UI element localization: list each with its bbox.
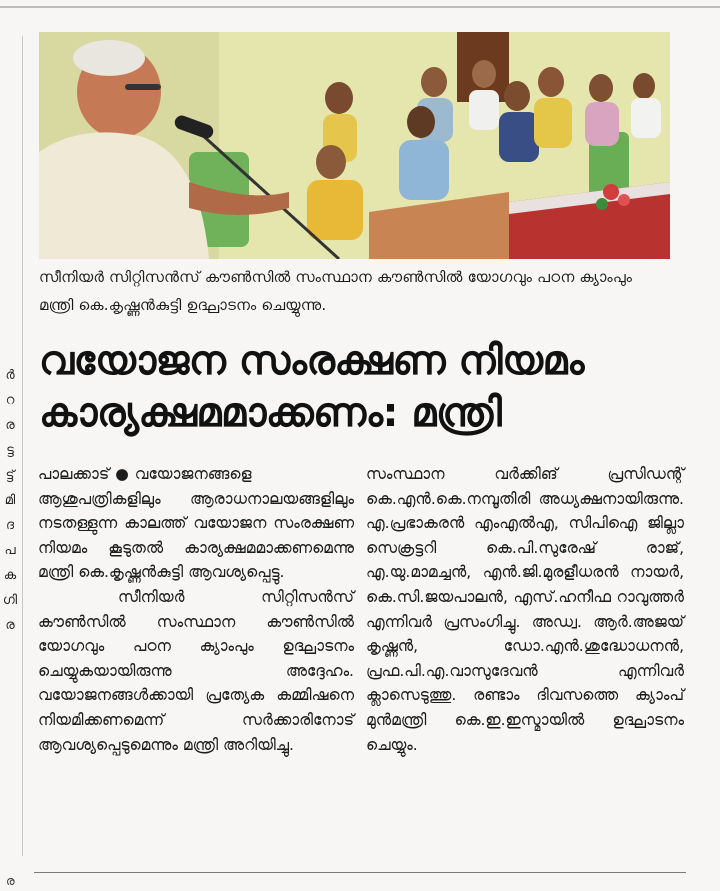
article-paragraph: സംസ്ഥാന വർക്കിങ് പ്രസിഡന്റ് കെ.എൻ.കെ.നമ്പൂതിരി അധ്യക്ഷനായിരുന്നു. എ.പ്രഭാകരൻ എംഎൽഎ, സിപിഐ ജില്ലാ സെക്രട്ടറി കെ.പി.സുരേഷ് രാജ്, എ.യു.മാമച്ചൻ, എൻ.ജി.മുരളീധരൻ നായർ, കെ.സി.ജയപാലൻ, എസ്.ഹനീഫ റാവുത്തർ എന്നിവർ പ്രസംഗിച്ചു. അഡ്വ. ആർ.അജയ് കൃഷ്ണൻ, ഡോ.എൻ.ശുദ്ധോധനൻ, പ്രഫ.പി.എ.വാസുദേവൻ എന്നിവർ ക്ലാസെടുത്തു. രണ്ടാം ദിവസത്തെ ക്യാംപ് മുൻമന്ത്രി കെ.ഇ.ഇസ്മായിൽ ഉദ്ഘാടനം ചെയ്യും.: [366, 465, 684, 754]
photo-illustration: [39, 32, 670, 259]
fragment-char: ർ: [5, 368, 15, 383]
fragment-char: റ: [5, 393, 15, 408]
fragment-char: ട്ട: [6, 443, 14, 458]
adjacent-column-fragment: [2, 364, 18, 637]
article-paragraph: സീനിയർ സിറ്റിസൻസ് കൗൺസിൽ സംസ്ഥാന കൗൺസിൽ യോഗവും പഠന ക്യാംപും ഉദ്ഘാടനം ചെയ്യുകയായിരുന്നു അദ്ദേഹം. വയോജനങ്ങൾക്കായി പ്രത്യേക കമ്മിഷനെ നിയമിക്കണമെന്ന് സർക്കാരിനോട് ആവശ്യപ്പെടുമെന്നും മന്ത്രി അറിയിച്ചു.: [38, 587, 354, 754]
photo-caption: സീനിയർ സിറ്റിസൻസ് കൗൺസിൽ സംസ്ഥാന കൗൺസിൽ യോഗവും പഠന ക്യാംപും മന്ത്രി കെ.കൃഷ്ണൻകുട്ടി ഉദ്ഘാടനം ചെയ്യുന്നു.: [39, 268, 633, 314]
fragment-char: ഗി: [2, 593, 18, 608]
article-paragraph: [38, 462, 354, 585]
fragment-char: ട്ട്: [5, 468, 15, 483]
fragment-char: പ: [4, 543, 16, 558]
fragment-char: ക: [3, 568, 17, 583]
fragment-char: മി: [4, 493, 16, 508]
fragment-char: ര: [5, 418, 15, 433]
dateline-bullet: ●: [115, 465, 129, 483]
column-divider: [22, 36, 23, 856]
article-column-1: [38, 462, 354, 757]
headline: വയോജന സംരക്ഷണ നിയമം കാര്യക്ഷമമാക്കണം: മന്ത്രി: [39, 338, 584, 436]
news-photo: [39, 32, 670, 259]
fragment-char: ര: [5, 618, 15, 633]
top-rule: [0, 6, 720, 8]
dateline: പാലക്കാട്: [38, 465, 110, 483]
fragment-char: ര: [6, 874, 15, 888]
paragraph-text: വയോജനങ്ങളെ ആശുപത്രികളിലും ആരാധനാലയങ്ങളിലും നടതള്ളുന്ന കാലത്ത് വയോജന സംരക്ഷണ നിയമം കൂടുതൽ കാര്യക്ഷമമാക്കണമെന്നു മന്ത്രി കെ.കൃഷ്ണൻകുട്ടി ആവശ്യപ്പെട്ടു.: [38, 465, 354, 582]
article-column-2: [366, 462, 684, 757]
bottom-rule: [34, 872, 686, 873]
fragment-char: ദ: [5, 518, 15, 533]
